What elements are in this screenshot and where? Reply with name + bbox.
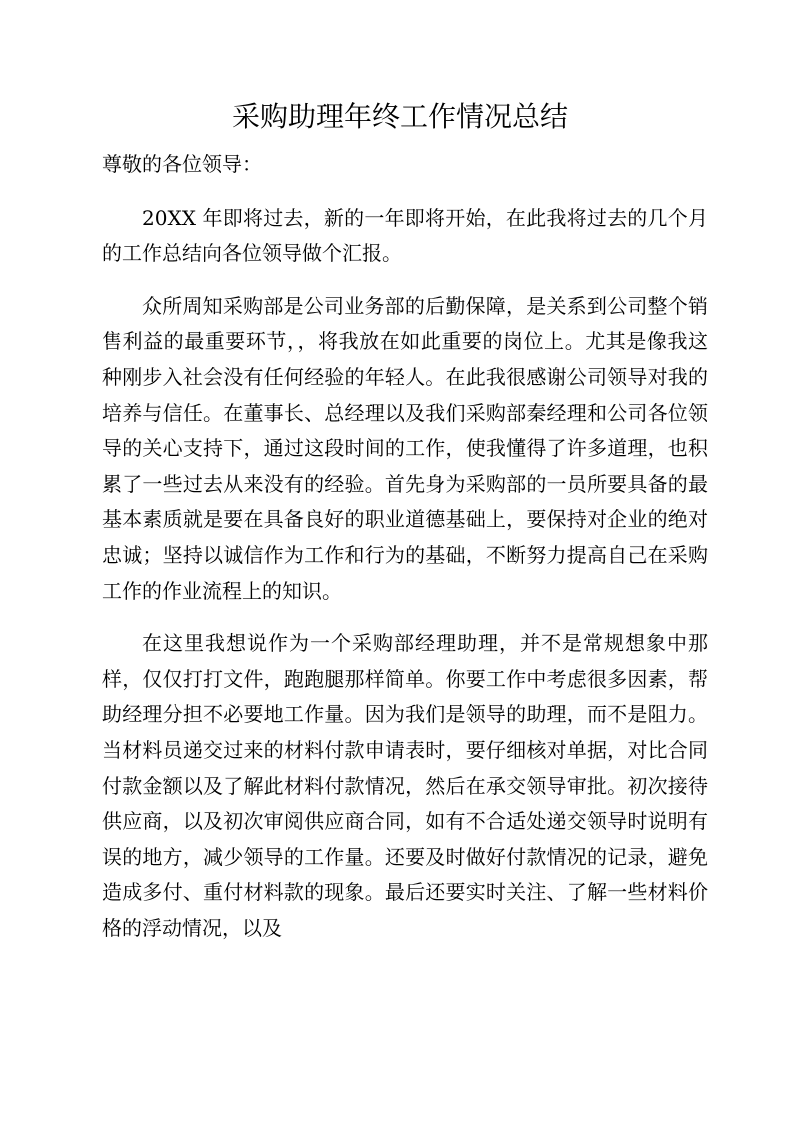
document-body bbox=[102, 147, 708, 946]
document-title: 采购助理年终工作情况总结 bbox=[231, 100, 568, 133]
paragraph-role-importance: 众所周知采购部是公司业务部的后勤保障，是关系到公司整个销售利益的最重要环节，，将我放在如此重要的岗位上。尤其是像我这种刚步入社会没有任何经验的年轻人。在此我很感谢公司领导对我的培养与信任。在董事长、总经理以及我们采购部秦经理和公司各位领导的关心支持下，通过这段时间的工作，使我懂得了许多道理，也积累了一些过去从来没有的经验。首先身为采购部的一员所要具备的最基本素质就是要在具备良好的职业道德基础上，要保持对企业的绝对忠诚；坚持以诚信作为工作和行为的基础，不断努力提高自己在采购工作的作业流程上的知识。 bbox=[102, 293, 708, 603]
paragraph-assistant-duties: 在这里我想说作为一个采购部经理助理，并不是常规想象中那样，仅仅打打文件，跑跑腿那样简单。你要工作中考虑很多因素，帮助经理分担不必要地工作量。因为我们是领导的助理，而不是阻力。当材料员递交过来的材料付款申请表时，要仔细核对单据，对比合同付款金额以及了解此材料付款情况，然后在承交领导审批。初次接待供应商，以及初次审阅供应商合同，如有不合适处递交领导时说明有误的地方，减少领导的工作量。还要及时做好付款情况的记录，避免造成多付、重付材料款的现象。最后还要实时关注、了解一些材料价格的浮动情况，以及 bbox=[102, 631, 708, 940]
paragraph-intro: 20XX 年即将过去，新的一年即将开始，在此我将过去的几个月的工作总结向各位领导做个汇报。 bbox=[102, 205, 708, 266]
salutation: 尊敬的各位领导： bbox=[102, 152, 262, 176]
